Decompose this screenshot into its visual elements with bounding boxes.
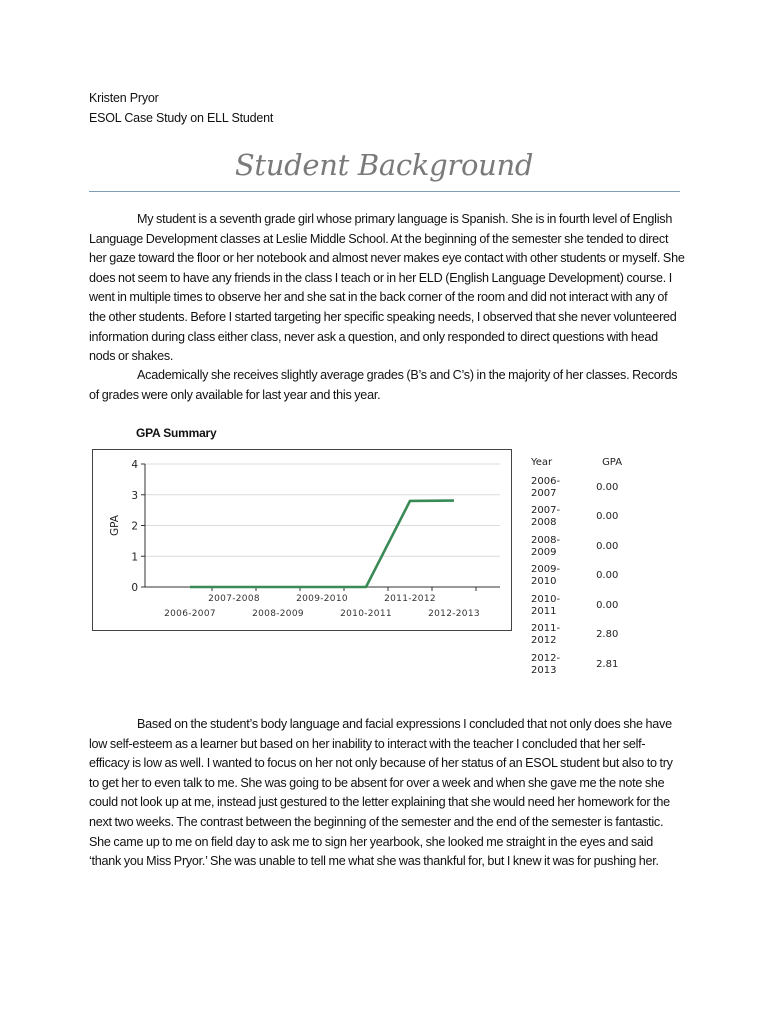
svg-text:1: 1 (131, 551, 138, 564)
svg-text:3: 3 (131, 489, 138, 502)
svg-text:2006-2007: 2006-2007 (164, 609, 216, 619)
year-cell: 2006- 2007 (531, 475, 561, 499)
year-cell: 2010- 2011 (531, 593, 561, 617)
title-underline (89, 191, 680, 192)
svg-text:2010-2011: 2010-2011 (340, 609, 392, 619)
table-row (531, 650, 642, 680)
table-row (531, 532, 642, 562)
gpa-cell: 0.00 (596, 570, 619, 582)
chart-title: GPA Summary (136, 426, 217, 440)
gpa-line-chart (92, 449, 512, 631)
svg-text:2007-2008: 2007-2008 (208, 594, 260, 604)
paragraph-2: Academically she receives slightly average grades (B’s and C’s) in the majority of her classes. Records of grades were only available for last year and this year. (89, 368, 678, 402)
table-row (531, 591, 642, 621)
column-header-year: Year (531, 456, 553, 468)
svg-text:2012-2013: 2012-2013 (428, 609, 480, 619)
column-header-gpa: GPA (602, 456, 623, 468)
gpa-cell: 0.00 (596, 540, 619, 552)
document-subtitle: ESOL Case Study on ELL Student (89, 111, 274, 125)
year-cell: 2011- 2012 (531, 623, 561, 647)
svg-text:4: 4 (131, 459, 138, 471)
table-row (531, 562, 642, 592)
table-row (531, 503, 642, 533)
gpa-table (531, 455, 642, 680)
svg-text:2008-2009: 2008-2009 (252, 609, 304, 619)
svg-text:2009-2010: 2009-2010 (296, 594, 348, 604)
table-header-row (531, 455, 642, 473)
gpa-cell: 2.80 (596, 629, 619, 641)
year-cell: 2007- 2008 (531, 505, 561, 529)
author-name: Kristen Pryor (89, 91, 159, 105)
gpa-cell: 0.00 (596, 599, 619, 611)
section-title: Student Background (234, 148, 534, 182)
svg-text:0: 0 (131, 582, 138, 594)
svg-text:2: 2 (131, 520, 138, 533)
svg-text:2011-2012: 2011-2012 (384, 594, 436, 604)
paragraph-3: Based on the student’s body language and facial expressions I concluded that not only does she have low self-esteem as a learner but based on her inability to interact with the teacher I concluded that her self-efficacy is low as well. I wanted to focus on her not only because of her status of an ESOL student but also to try to get her to even talk to me. She was going to be absent for over a week and when she gave me the note she could not look up at me, instead just gestured to the letter explaining that she would need her homework for the next two weeks. The contrast between the beginning of the semester and the end of the semester is fantastic. She came up to me on field day to ask me to sign her yearbook, she looked me straight in the eyes and said ‘thank you Miss Pryor.’ She was unable to tell me what she was thankful for, but I knew it was for pushing her. (89, 717, 673, 869)
year-cell: 2009- 2010 (531, 564, 561, 588)
svg-text:GPA: GPA (109, 515, 121, 536)
year-cell: 2012- 2013 (531, 652, 561, 676)
gpa-cell: 2.81 (596, 658, 619, 670)
table-row (531, 621, 642, 651)
year-cell: 2008- 2009 (531, 534, 561, 558)
table-row (531, 473, 642, 503)
gpa-cell: 0.00 (596, 481, 619, 493)
gpa-cell: 0.00 (596, 511, 619, 523)
paragraph-1: My student is a seventh grade girl whose primary language is Spanish. She is in fourth level of English Language Development classes at Leslie Middle School. At the beginning of the semester she tended to direct her gaze toward the floor or her notebook and almost never makes eye contact with other students or myself. She does not seem to have any friends in the class I teach or in her ELD (English Language Development) course. I went in multiple times to observe her and she sat in the back corner of the room and did not interact with any of the other students. Before I started targeting her specific speaking needs, I observed that she never volunteered information during class either class, never ask a question, and only responded to direct questions with head nods or shakes. (89, 212, 685, 364)
